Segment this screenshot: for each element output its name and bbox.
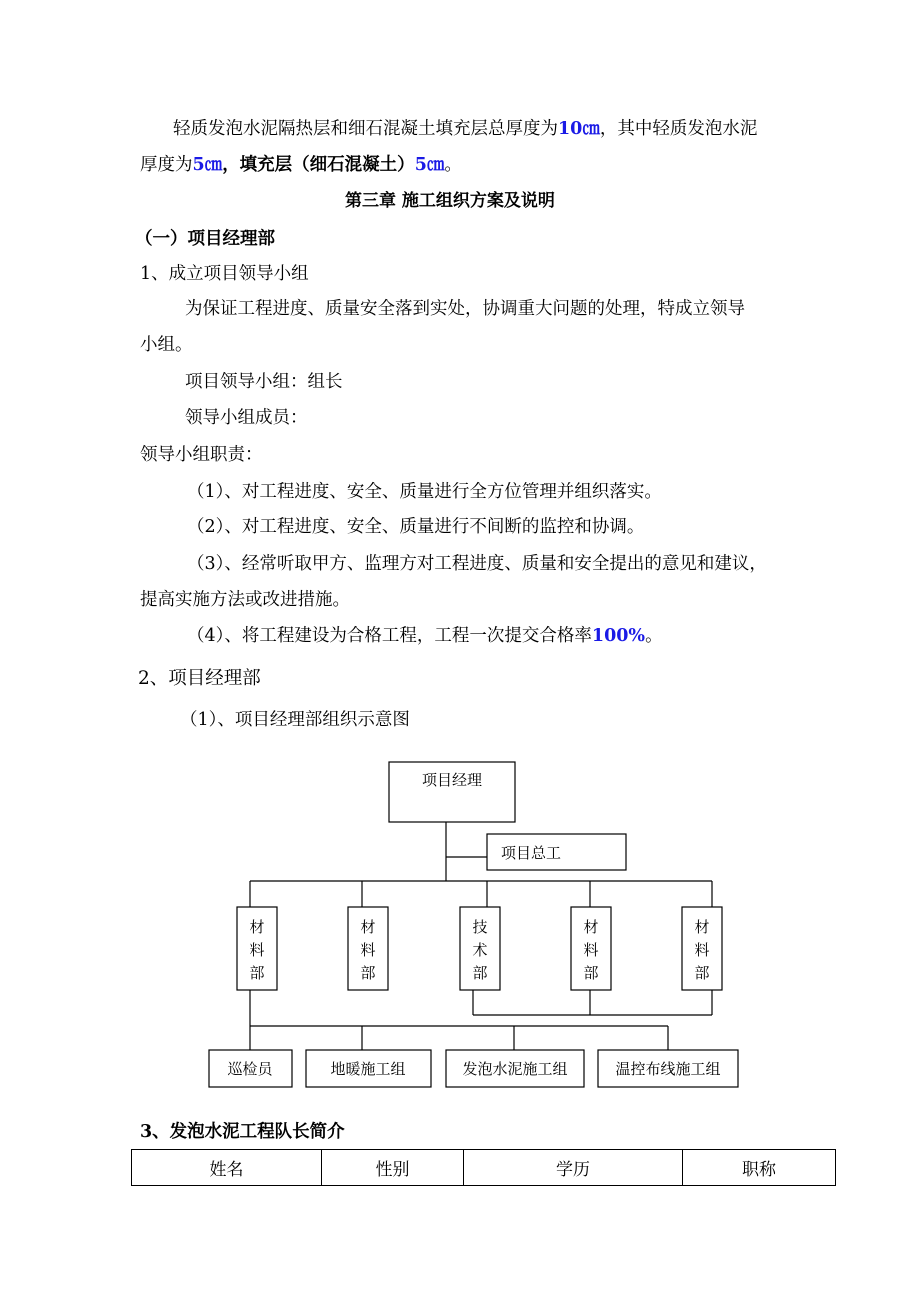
table-header-cell: 职称 — [683, 1150, 836, 1186]
department-char: 料 — [360, 941, 376, 959]
team-label: 发泡水泥施工组 — [462, 1060, 568, 1078]
department-char: 部 — [583, 964, 599, 982]
department-char: 材 — [583, 918, 599, 936]
team-label: 地暖施工组 — [330, 1060, 406, 1078]
subsection-heading: 1、成立项目领导小组 — [140, 264, 309, 284]
department-char: 部 — [472, 964, 488, 982]
table-header-row — [132, 1150, 836, 1186]
department-char: 部 — [249, 964, 265, 982]
section-heading: （一）项目经理部 — [135, 229, 275, 249]
section-heading: 2、项目经理部 — [138, 668, 261, 689]
department-char: 料 — [694, 941, 710, 959]
department-char: 材 — [249, 918, 265, 936]
duty-item: （1）、对工程进度、安全、质量进行全方位管理并组织落实。 — [187, 482, 662, 502]
department-char: 技 — [472, 918, 488, 936]
table-header-cell: 姓名 — [132, 1150, 322, 1186]
team-label: 温控布线施工组 — [615, 1060, 721, 1078]
members-line: 领导小组成员： — [185, 408, 308, 428]
intro-text: 轻质发泡水泥隔热层和细石混凝土填充层总厚度为 — [173, 119, 558, 139]
chapter-title: 第三章 施工组织方案及说明 — [345, 191, 555, 211]
duties-label: 领导小组职责： — [140, 445, 263, 465]
intro-text: ，填充层（细石混凝土） — [222, 155, 415, 175]
department-char: 料 — [583, 941, 599, 959]
foam-thickness-value: 5㎝ — [192, 155, 223, 175]
section-heading: 3、发泡水泥工程队长简介 — [140, 1122, 345, 1142]
duty-text: 。 — [645, 626, 663, 646]
department-char: 料 — [249, 941, 265, 959]
paragraph-line: 为保证工程进度、质量安全落到实处，协调重大问题的处理，特成立领导 — [185, 299, 745, 319]
department-char: 部 — [694, 964, 710, 982]
total-thickness-value: 10㎝ — [558, 119, 600, 139]
fill-thickness-value: 5㎝ — [414, 155, 445, 175]
intro-text: ，其中轻质发泡水泥 — [599, 119, 758, 139]
duty-item: （3）、经常听取甲方、监理方对工程进度、质量和安全提出的意见和建议， — [187, 554, 767, 574]
team-leader-table — [131, 1149, 836, 1186]
pass-rate-value: 100% — [591, 626, 646, 646]
subsection-heading: （1）、项目经理部组织示意图 — [180, 710, 410, 730]
chief-label: 项目总工 — [500, 844, 562, 862]
leader-line: 项目领导小组：组长 — [185, 372, 343, 392]
intro-text: 。 — [444, 155, 462, 175]
department-char: 术 — [472, 941, 488, 959]
duty-text: （4）、将工程建设为合格工程，工程一次提交合格率 — [187, 626, 592, 646]
table-header-cell: 性别 — [322, 1150, 464, 1186]
intro-text: 厚度为 — [140, 155, 193, 175]
department-char: 部 — [360, 964, 376, 982]
duty-item-cont: 提高实施方法或改进措施。 — [140, 590, 350, 610]
department-char: 材 — [360, 918, 376, 936]
team-label: 巡检员 — [227, 1060, 273, 1078]
manager-label: 项目经理 — [421, 771, 483, 789]
paragraph-line: 小组。 — [140, 335, 193, 355]
department-char: 材 — [694, 918, 710, 936]
duty-item: （2）、对工程进度、安全、质量进行不间断的监控和协调。 — [187, 517, 645, 537]
table-header-cell: 学历 — [464, 1150, 683, 1186]
